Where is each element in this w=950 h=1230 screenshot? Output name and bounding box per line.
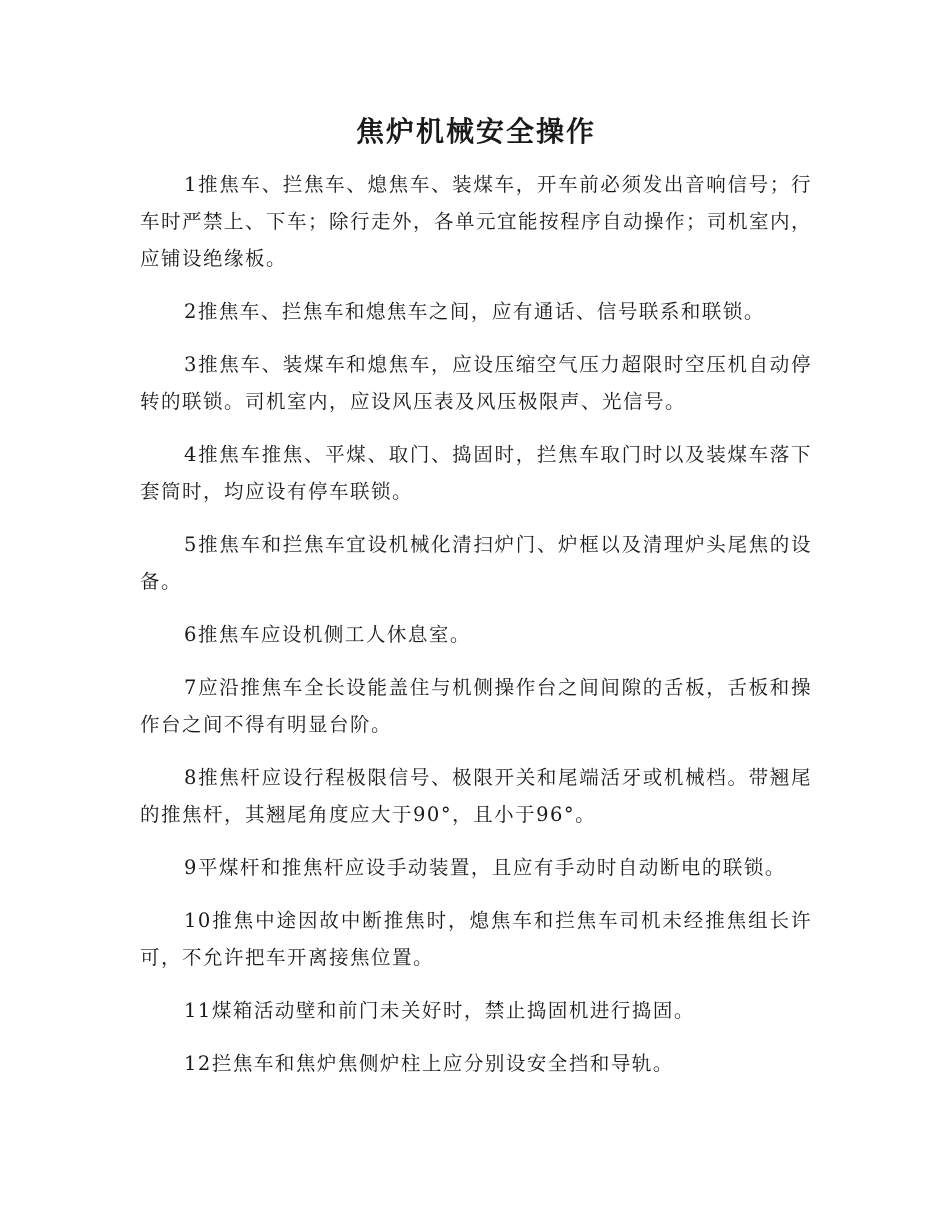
paragraph-7: 7应沿推焦车全长设能盖住与机侧操作台之间间隙的舌板，舌板和操作台之间不得有明显台阶。 — [140, 676, 812, 736]
paragraph-1: 1推焦车、拦焦车、熄焦车、装煤车，开车前必须发出音响信号；行车时严禁上、下车；除行走外，各单元宜能按程序自动操作；司机室内，应铺设绝缘板。 — [140, 173, 813, 270]
paragraph-10: 10推焦中途因故中断推焦时，熄焦车和拦焦车司机未经推焦组长许可，不允许把车开离接焦位置。 — [140, 909, 812, 969]
paragraph-8: 8推焦杆应设行程极限信号、极限开关和尾端活牙或机械档。带翘尾的推焦杆，其翘尾角度应大于90°，且小于96°。 — [140, 766, 812, 826]
paragraph-11: 11煤箱活动壁和前门未关好时，禁止捣固机进行捣固。 — [184, 999, 695, 1022]
paragraph-6: 6推焦车应设机侧工人休息室。 — [184, 623, 471, 646]
paragraph-12: 12拦焦车和焦炉焦侧炉柱上应分别设安全挡和导轨。 — [184, 1052, 674, 1075]
paragraph-9: 9平煤杆和推焦杆应设手动装置，且应有手动时自动断电的联锁。 — [184, 856, 786, 879]
document-title: 焦炉机械安全操作 — [355, 115, 596, 148]
paragraph-4: 4推焦车推焦、平煤、取门、捣固时，拦焦车取门时以及装煤车落下套筒时，均应设有停车联锁。 — [140, 443, 812, 503]
paragraph-5: 5推焦车和拦焦车宜设机械化清扫炉门、炉框以及清理炉头尾焦的设备。 — [140, 533, 812, 593]
document-page — [140, 112, 812, 1098]
paragraph-2: 2推焦车、拦焦车和熄焦车之间，应有通话、信号联系和联锁。 — [184, 300, 765, 323]
paragraph-3: 3推焦车、装煤车和熄焦车，应设压缩空气压力超限时空压机自动停转的联锁。司机室内，应设风压表及风压极限声、光信号。 — [140, 353, 812, 413]
